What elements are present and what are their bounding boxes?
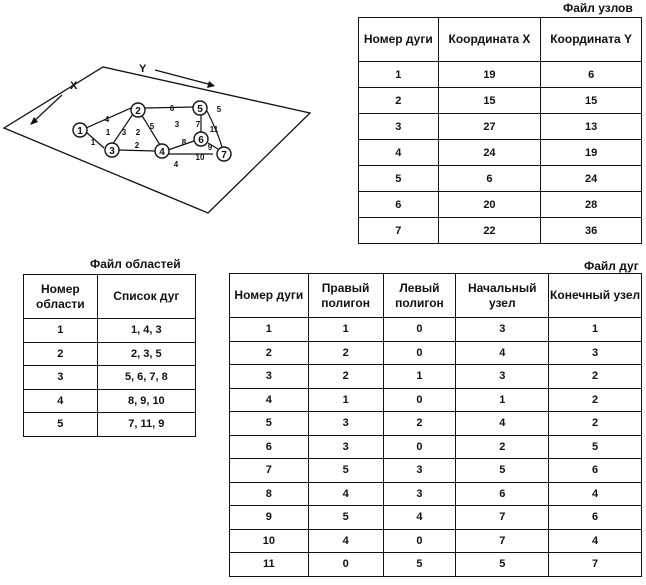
table-cell: 6	[359, 192, 439, 218]
table-row	[24, 413, 196, 437]
table-header-row	[230, 274, 642, 318]
table-row	[359, 62, 642, 88]
table-row	[359, 114, 642, 140]
table-row	[24, 319, 196, 343]
table-row	[230, 341, 642, 365]
area-label-4: 4	[173, 160, 179, 169]
node-1-label: 1	[77, 126, 83, 137]
table-cell: 6	[456, 482, 549, 506]
table-row	[230, 459, 642, 483]
table-cell: 7	[456, 506, 549, 530]
table-row	[230, 412, 642, 436]
table-cell: 10	[230, 529, 309, 553]
arc-label-4: 4	[104, 115, 110, 124]
table-cell: 2	[383, 412, 456, 436]
node-3	[105, 143, 119, 157]
arc-label-7: 7	[195, 120, 201, 129]
arc-label-8: 8	[181, 138, 187, 147]
table-cell: 2, 3, 5	[97, 342, 195, 366]
table-cell: 15	[438, 88, 541, 114]
table-cell: 7	[456, 529, 549, 553]
table-cell: 1	[230, 318, 309, 342]
node-2	[131, 103, 145, 117]
table-cell: 3	[549, 341, 642, 365]
table-cell: 5	[359, 166, 439, 192]
column-header: Координата X	[438, 18, 541, 62]
table-cell: 2	[24, 342, 98, 366]
table-cell: 4	[549, 529, 642, 553]
node-6	[194, 132, 208, 146]
table-row	[230, 529, 642, 553]
table-cell: 1	[359, 62, 439, 88]
area-label-3: 3	[174, 120, 180, 129]
table-cell: 6	[549, 459, 642, 483]
column-header: Начальный узел	[456, 274, 549, 318]
table-row	[359, 218, 642, 244]
node-4	[155, 144, 169, 158]
table-header-row	[359, 18, 642, 62]
table-cell: 4	[359, 140, 439, 166]
nodes-table	[358, 17, 642, 244]
arc-2	[119, 150, 155, 151]
table-cell: 5	[456, 459, 549, 483]
column-header: Список дуг	[97, 275, 195, 319]
table-cell: 27	[438, 114, 541, 140]
table-cell: 2	[230, 341, 309, 365]
table-row	[359, 88, 642, 114]
table-cell: 28	[541, 192, 642, 218]
arc-label-9: 9	[207, 143, 213, 152]
arc-label-10: 10	[195, 153, 205, 162]
table-row	[24, 366, 196, 390]
areas-file-title: Файл областей	[90, 257, 181, 271]
area-label-5: 5	[216, 105, 222, 114]
topology-diagram	[0, 55, 320, 225]
table-cell: 0	[383, 388, 456, 412]
column-header: Координата Y	[541, 18, 642, 62]
table-cell: 1, 4, 3	[97, 319, 195, 343]
table-cell: 22	[438, 218, 541, 244]
table-cell: 6	[230, 435, 309, 459]
table-cell: 1	[383, 365, 456, 389]
table-cell: 5	[456, 553, 549, 577]
arcs-file-title: Файл дуг	[584, 259, 639, 273]
table-row	[230, 388, 642, 412]
table-cell: 5	[383, 553, 456, 577]
node-4-label: 4	[159, 147, 165, 158]
table-cell: 8	[230, 482, 309, 506]
node-7	[217, 147, 231, 161]
arcs-table	[229, 273, 642, 577]
table-row	[230, 506, 642, 530]
table-cell: 5	[308, 459, 383, 483]
table-cell: 5	[24, 413, 98, 437]
table-cell: 3	[308, 412, 383, 436]
table-cell: 2	[308, 341, 383, 365]
table-cell: 5	[549, 435, 642, 459]
table-cell: 24	[541, 166, 642, 192]
table-cell: 2	[359, 88, 439, 114]
table-cell: 15	[541, 88, 642, 114]
y-axis-label: Y	[139, 63, 147, 75]
table-cell: 4	[24, 389, 98, 413]
table-row	[230, 365, 642, 389]
arc-label-6: 6	[169, 104, 175, 113]
node-5-label: 5	[197, 104, 203, 115]
table-cell: 3	[383, 482, 456, 506]
node-1	[73, 123, 87, 137]
column-header: Номер дуги	[359, 18, 439, 62]
table-row	[359, 166, 642, 192]
table-cell: 1	[549, 318, 642, 342]
table-cell: 3	[359, 114, 439, 140]
table-cell: 4	[230, 388, 309, 412]
table-cell: 36	[541, 218, 642, 244]
node-2-label: 2	[135, 106, 141, 117]
arc-label-5: 5	[149, 122, 155, 131]
table-cell: 0	[308, 553, 383, 577]
arc-label-11: 11	[209, 125, 219, 134]
table-cell: 3	[24, 366, 98, 390]
x-axis-arrow	[30, 95, 62, 125]
column-header: Левый полигон	[383, 274, 456, 318]
table-cell: 5, 6, 7, 8	[97, 366, 195, 390]
table-cell: 4	[549, 482, 642, 506]
table-cell: 19	[541, 140, 642, 166]
table-cell: 1	[308, 388, 383, 412]
table-cell: 19	[438, 62, 541, 88]
table-cell: 20	[438, 192, 541, 218]
table-row	[230, 482, 642, 506]
area-label-1: 1	[105, 128, 111, 137]
table-cell: 2	[456, 435, 549, 459]
table-row	[230, 318, 642, 342]
table-row	[230, 435, 642, 459]
column-header: Правый полигон	[308, 274, 383, 318]
arc-label-1: 1	[90, 138, 96, 147]
table-cell: 6	[541, 62, 642, 88]
table-cell: 4	[456, 412, 549, 436]
table-cell: 5	[308, 506, 383, 530]
areas-table	[23, 274, 196, 437]
node-5	[193, 101, 207, 115]
table-cell: 7	[359, 218, 439, 244]
table-cell: 6	[549, 506, 642, 530]
table-cell: 7, 11, 9	[97, 413, 195, 437]
column-header: Конечный узел	[549, 274, 642, 318]
table-cell: 4	[308, 482, 383, 506]
table-cell: 8, 9, 10	[97, 389, 195, 413]
table-row	[359, 140, 642, 166]
table-cell: 2	[549, 365, 642, 389]
table-cell: 9	[230, 506, 309, 530]
table-cell: 0	[383, 318, 456, 342]
table-cell: 3	[456, 365, 549, 389]
table-row	[24, 389, 196, 413]
x-axis-label: X	[70, 80, 78, 92]
table-cell: 2	[308, 365, 383, 389]
table-cell: 5	[230, 412, 309, 436]
arc-label-3: 3	[121, 128, 127, 137]
arc-label-2: 2	[134, 141, 140, 150]
table-cell: 0	[383, 341, 456, 365]
table-cell: 3	[456, 318, 549, 342]
area-label-2: 2	[135, 128, 141, 137]
table-cell: 7	[230, 459, 309, 483]
table-cell: 11	[230, 553, 309, 577]
table-cell: 24	[438, 140, 541, 166]
column-header: Номер области	[24, 275, 98, 319]
table-cell: 3	[383, 459, 456, 483]
table-header-row	[24, 275, 196, 319]
table-cell: 13	[541, 114, 642, 140]
nodes-file-title: Файл узлов	[563, 1, 633, 15]
node-7-label: 7	[221, 150, 227, 161]
column-header: Номер дуги	[230, 274, 309, 318]
table-row	[230, 553, 642, 577]
table-cell: 1	[456, 388, 549, 412]
table-cell: 3	[308, 435, 383, 459]
table-row	[359, 192, 642, 218]
node-3-label: 3	[109, 146, 115, 157]
table-cell: 2	[549, 388, 642, 412]
table-cell: 6	[438, 166, 541, 192]
table-cell: 4	[456, 341, 549, 365]
table-cell: 0	[383, 435, 456, 459]
table-cell: 7	[549, 553, 642, 577]
table-cell: 1	[308, 318, 383, 342]
table-cell: 1	[24, 319, 98, 343]
table-cell: 2	[549, 412, 642, 436]
table-cell: 0	[383, 529, 456, 553]
table-cell: 4	[308, 529, 383, 553]
table-cell: 3	[230, 365, 309, 389]
table-row	[24, 342, 196, 366]
node-6-label: 6	[198, 135, 204, 146]
table-cell: 4	[383, 506, 456, 530]
